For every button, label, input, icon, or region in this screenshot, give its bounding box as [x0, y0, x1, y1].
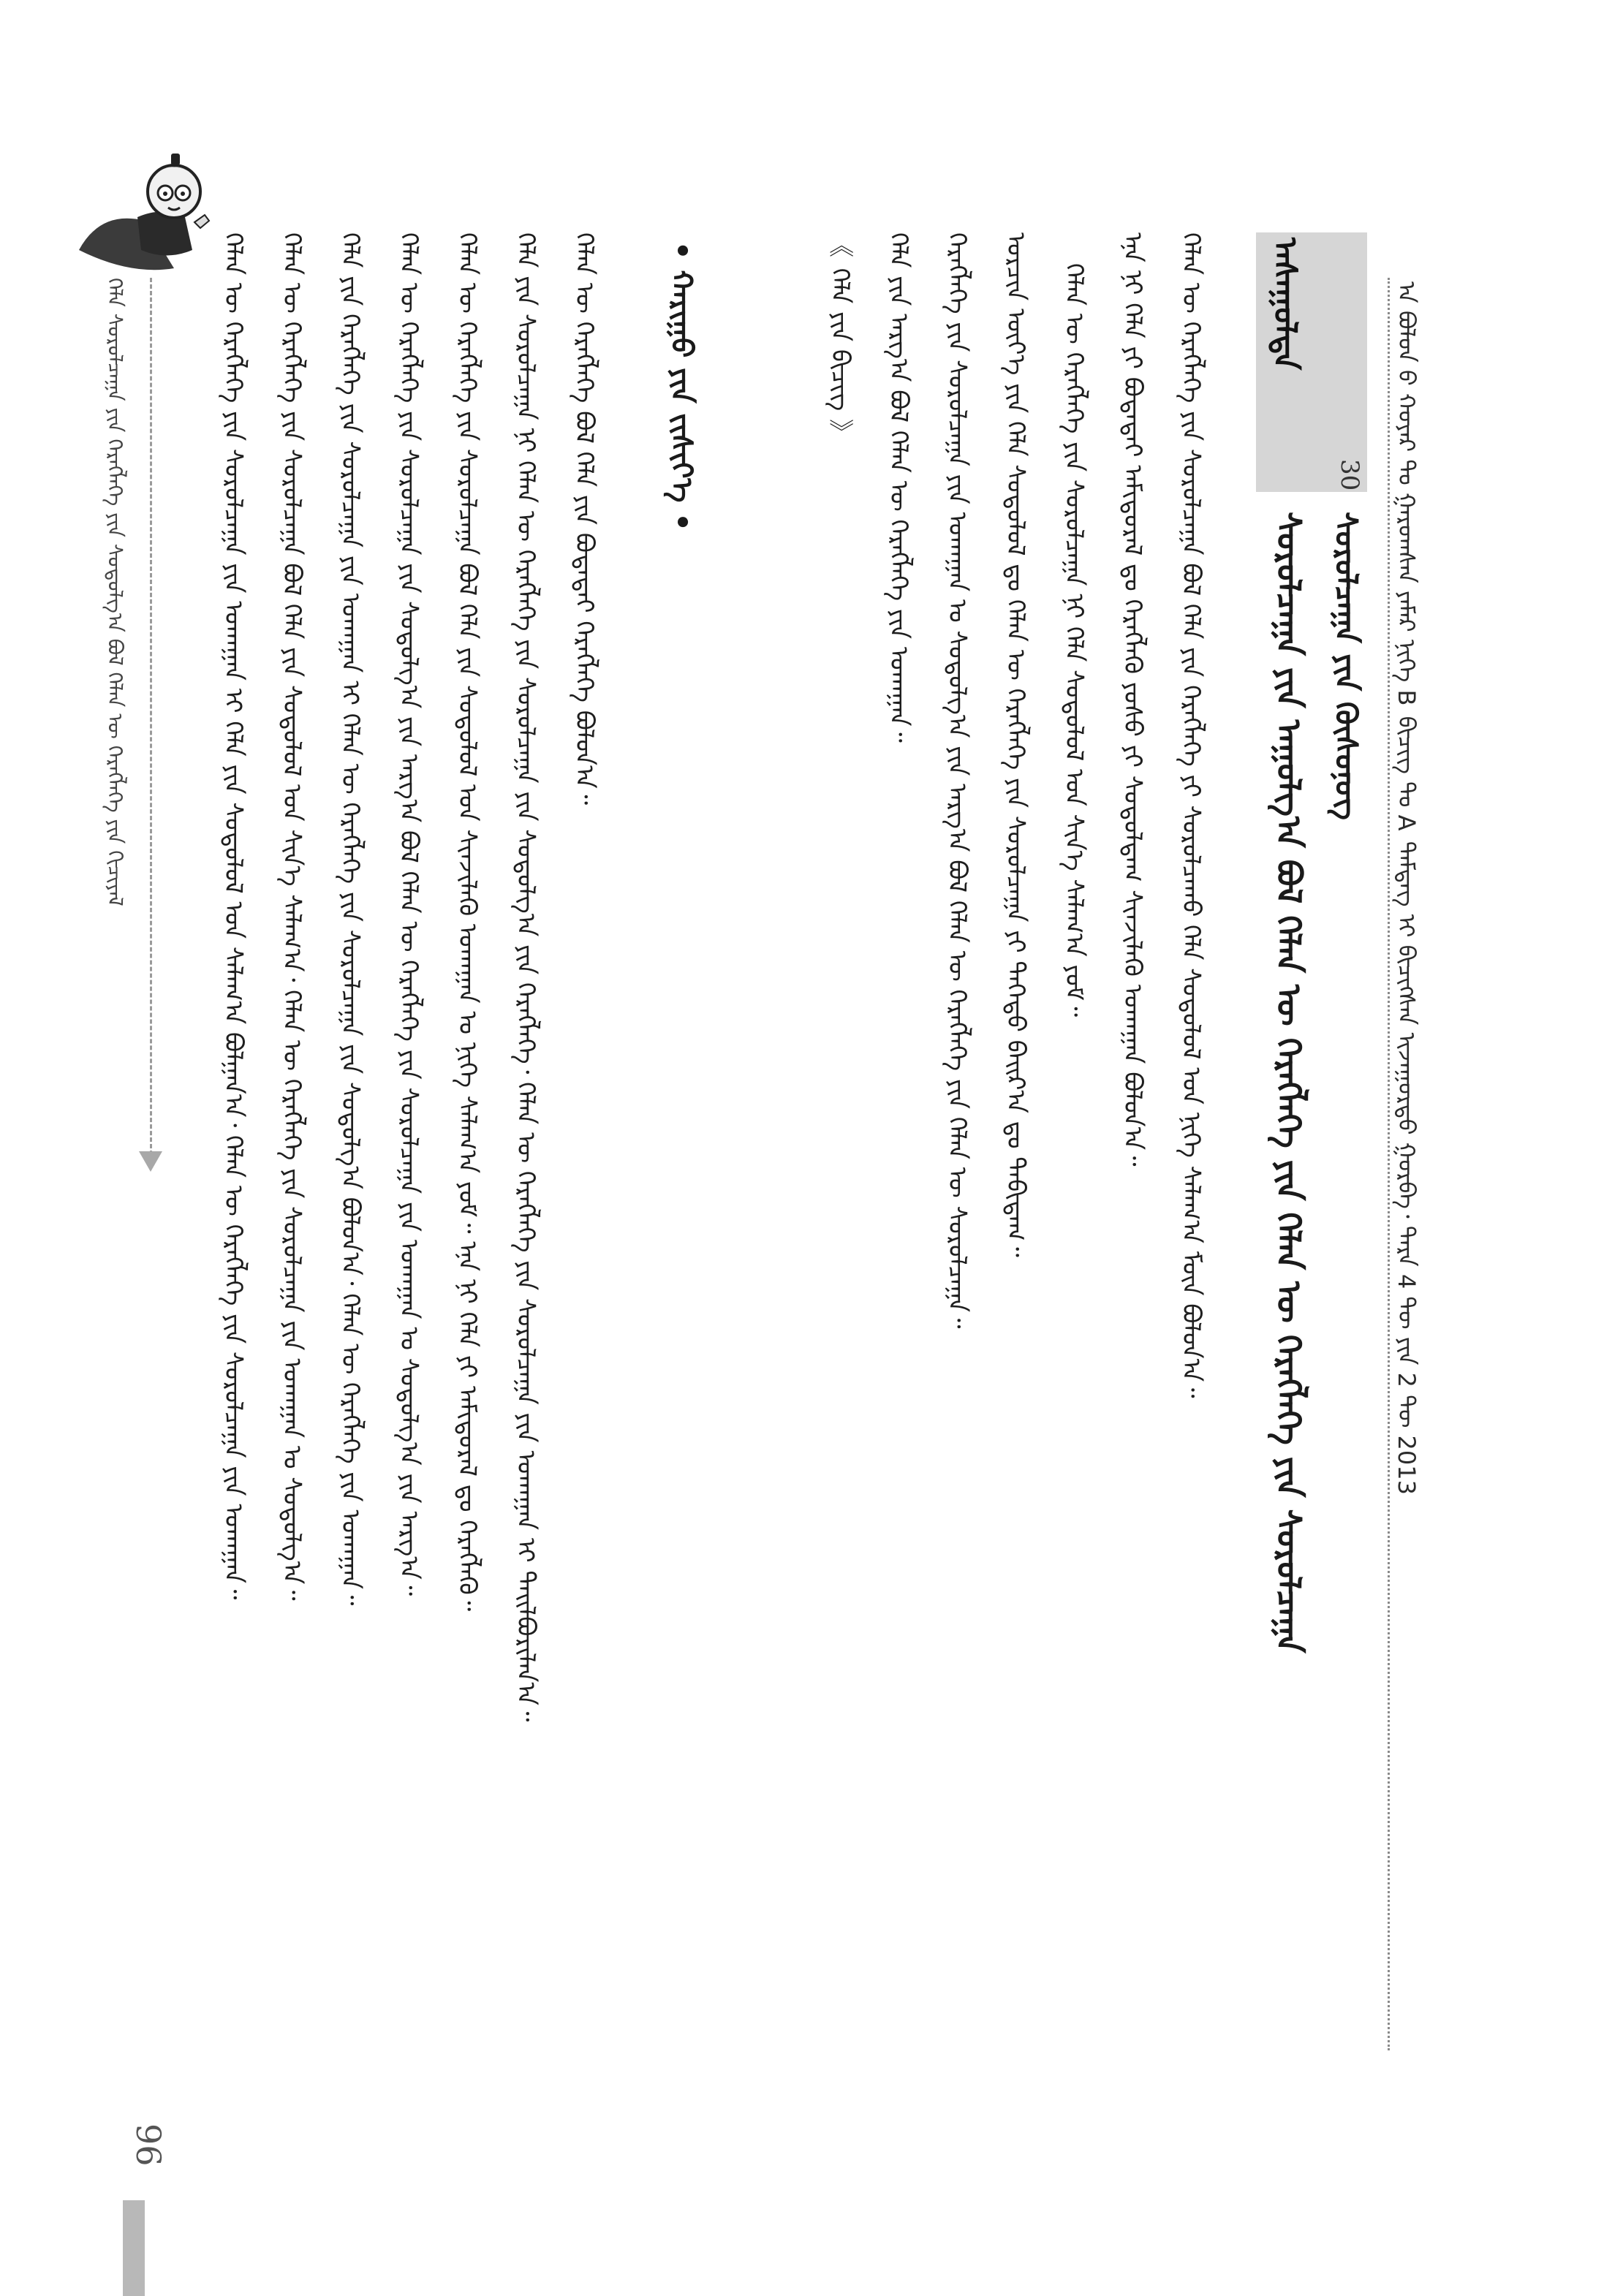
footer-dashed-rule: [150, 278, 152, 1155]
page-edge-bar: [123, 2200, 145, 2296]
intro-line-1: ᠬᠡᠯᠡᠨ ᠦ ᠬᠡᠷᠡᠭᠯᠡᠭᠡ ᠶᠢᠨ ᠰᠤᠷᠤᠯᠴᠠᠭᠠ ᠪᠣᠯ ᠬᠡᠯᠡ ᠶᠢᠨ ᠬᠡᠷᠡᠭᠯᠡᠭᠡ ᠶᠢ ᠰᠤᠷᠤᠯᠴᠠᠬᠤ ᠬᠡᠯᠡ ᠰᠤᠳᠤᠯᠤᠯ ᠤᠨ ᠨᠢᠭᠡ ᠰᠠᠯᠠᠭ᠎ᠠ ᠮᠥᠨ ᠪᠣᠯᠤᠨ᠎ᠠ᠃: [1176, 232, 1206, 1398]
cartoon-mascot-icon: [64, 140, 225, 279]
footer-note: ᠬᠡᠯᠡ ᠰᠤᠷᠤᠯᠴᠠᠭᠠ ᠶᠢᠨ ᠬᠡᠷᠡᠭᠯᠡᠭᠡ ᠶᠢᠨ ᠰᠤᠳᠤᠯᠭ᠎ᠠ ᠪᠣᠯ ᠬᠡᠯᠡᠨ ᠦ ᠬᠡᠷᠡᠭᠯᠡᠭᠡ ᠶᠢᠨ ᠬᠢᠴᠢᠶᠡᠯ: [103, 278, 127, 906]
citation: 《 ᠬᠡᠯᠡ ᠶᠢᠨ ᠪᠢᠴᠢᠭ 》: [825, 232, 855, 445]
section-title: • ᠬᠠᠷᠢᠭᠤ ᠶᠢᠨ ᠵᠢᠱᠢᠶ᠎ᠡ •: [665, 241, 698, 531]
question-label: ᠠᠰᠠᠭᠤᠯᠲᠠ: [1266, 238, 1304, 371]
question-number: 30: [1335, 459, 1364, 491]
running-header: ᠠ ᠪᠣᠯᠤᠨ ᠪ ᠬᠣᠶᠠᠷ ᠲᠤ ᠭᠠᠷᠤᠭᠰᠠᠨ ᠶᠠᠮᠠᠷ ᠨᠢᠭᠡ B ᠪᠢᠴᠢᠭ ᠲᠤ A ᠲᠡᠮᠳᠡᠭ ᠢ ᠪᠢᠴᠢᠭᠰᠡᠨ ᠢᠵᠠᠭᠤᠷᠲᠤ ᠭᠤᠷᠪᠠ᠂ ᠲᠡᠷᠡ 4 ᠲᠦ ᠶᠢᠨ 2 ᠲᠦ 2013: [1393, 281, 1420, 1495]
intro-line-4: ᠣᠷᠴᠢᠨ ᠦᠶ᠎ᠡ ᠶᠢᠨ ᠬᠡᠯᠡ ᠰᠤᠳᠤᠯᠤᠯ ᠳᠤ ᠬᠡᠯᠡᠨ ᠦ ᠬᠡᠷᠡᠭᠯᠡᠭᠡ ᠶᠢᠨ ᠰᠤᠷᠤᠯᠴᠠᠭᠠ ᠶᠢ ᠳᠡᠭᠡᠳᠦ ᠪᠠᠢᠷ᠎ᠠ ᠳᠤ ᠲᠠᠪᠢᠳᠠᠭ᠃: [1001, 232, 1030, 1257]
body-line-6: ᠬᠡᠯᠡᠨ ᠦ ᠬᠡᠷᠡᠭᠯᠡᠭᠡ ᠶᠢᠨ ᠰᠤᠷᠤᠯᠴᠠᠭᠠ ᠪᠣᠯ ᠬᠡᠯᠡ ᠶᠢᠨ ᠰᠤᠳᠤᠯᠤᠯ ᠤᠨ ᠰᠢᠨ᠎ᠡ ᠰᠠᠯᠠᠭ᠎ᠠ᠂ ᠬᠡᠯᠡᠨ ᠦ ᠬᠡᠷᠡᠭᠯᠡᠭᠡ ᠶᠢᠨ ᠰᠤᠷᠤᠯᠴᠠᠭᠠ ᠶᠢᠨ ᠤᠬᠠᠭᠠᠨ ᠤ ᠰᠤᠳᠤᠯᠭ᠎ᠠ᠃: [277, 232, 306, 1601]
body-line-3: ᠬᠡᠯᠡᠨ ᠦ ᠬᠡᠷᠡᠭᠯᠡᠭᠡ ᠶᠢᠨ ᠰᠤᠷᠤᠯᠴᠠᠭᠠ ᠪᠣᠯ ᠬᠡᠯᠡ ᠶᠢᠨ ᠰᠤᠳᠤᠯᠤᠯ ᠤᠨ ᠰᠢᠨᠵᠢᠯᠡᠬᠦ ᠤᠬᠠᠭᠠᠨ ᠤ ᠨᠢᠭᠡ ᠰᠠᠯᠠᠭ᠎ᠠ ᠶᠤᠮ᠃ ᠡᠨᠡ ᠨᠢ ᠬᠡᠯᠡ ᠶᠢ ᠠᠮᠢᠳᠤᠷᠠᠯ ᠳᠤ ᠬᠡᠷᠡᠭᠯᠡᠬᠦ᠃: [453, 232, 482, 1612]
question-title-line-2: ᠰᠤᠷᠤᠯᠴᠠᠭᠠ ᠶᠢᠨ ᠠᠭᠤᠯᠭ᠎ᠠ ᠪᠣᠯ ᠬᠡᠯᠡᠨ ᠦ ᠬᠡᠷᠡᠭᠯᠡᠭᠡ ᠶᠢᠨ ᠬᠡᠯᠡᠨ ᠦ ᠬᠡᠷᠡᠭᠯᠡᠭᠡ ᠶᠢᠨ ᠰᠤᠷᠤᠯᠴᠠᠭᠠ: [1269, 512, 1309, 1653]
intro-line-2: ᠡᠨᠡ ᠨᠢ ᠬᠡᠯᠡ ᠶᠢ ᠪᠣᠳᠠᠳᠠᠢ ᠠᠮᠢᠳᠤᠷᠠᠯ ᠳᠤ ᠬᠡᠷᠡᠭᠯᠡᠬᠦ ᠶᠣᠰᠤ ᠶᠢ ᠰᠤᠳᠤᠯᠳᠠᠭ ᠰᠢᠨᠵᠢᠯᠡᠬᠦ ᠤᠬᠠᠭᠠᠨ ᠪᠣᠯᠤᠨ᠎ᠠ᠃: [1118, 232, 1147, 1167]
intro-line-3: ᠬᠡᠯᠡᠨ ᠦ ᠬᠡᠷᠡᠭᠯᠡᠭᠡ ᠶᠢᠨ ᠰᠤᠷᠤᠯᠴᠠᠭᠠ ᠨᠢ ᠬᠡᠯᠡ ᠰᠤᠳᠤᠯᠤᠯ ᠤᠨ ᠰᠢᠨ᠎ᠡ ᠰᠠᠯᠠᠭ᠎ᠠ ᠶᠤᠮ᠃: [1059, 263, 1089, 1018]
question-title-line-1: ᠰᠤᠷᠤᠯᠴᠠᠭᠠ ᠶᠢᠨ ᠬᠦᠰᠦᠨᠦᠭ: [1328, 512, 1364, 820]
body-line-1: ᠬᠡᠯᠡᠨ ᠦ ᠬᠡᠷᠡᠭᠯᠡᠭᠡ ᠪᠣᠯ ᠬᠡᠯᠡ ᠶᠢᠨ ᠪᠣᠳᠠᠳᠠᠢ ᠬᠡᠷᠡᠭᠯᠡᠭᠡ ᠪᠣᠯᠤᠨ᠎ᠠ᠃: [570, 232, 599, 806]
page-number: 96: [129, 2123, 168, 2167]
footer-arrow-icon: [139, 1151, 162, 1172]
body-line-7: ᠬᠡᠯᠡᠨ ᠦ ᠬᠡᠷᠡᠭᠯᠡᠭᠡ ᠶᠢᠨ ᠰᠤᠷᠤᠯᠴᠠᠭᠠ ᠶᠢᠨ ᠤᠬᠠᠭᠠᠨ ᠢ ᠬᠡᠯᠡ ᠶᠢᠨ ᠰᠤᠳᠤᠯᠤᠯ ᠤᠨ ᠰᠠᠯᠠᠭ᠎ᠠ ᠪᠣᠯᠭᠠᠨ᠎ᠠ᠂ ᠬᠡᠯᠡᠨ ᠦ ᠬᠡᠷᠡᠭᠯᠡᠭᠡ ᠶᠢᠨ ᠰᠤᠷᠤᠯᠴᠠᠭᠠ ᠶᠢᠨ ᠤᠬᠠᠭᠠᠨ᠃: [219, 232, 248, 1600]
intro-line-5: ᠬᠡᠷᠡᠭᠯᠡᠭᠡ ᠶᠢᠨ ᠰᠤᠷᠤᠯᠴᠠᠭᠠ ᠶᠢᠨ ᠤᠬᠠᠭᠠᠨ ᠤ ᠰᠤᠳᠤᠯᠭ᠎ᠠ ᠶᠢᠨ ᠠᠷᠭ᠎ᠠ ᠪᠣᠯ ᠬᠡᠯᠡᠨ ᠦ ᠬᠡᠷᠡᠭᠯᠡᠭᠡ ᠶᠢᠨ ᠬᠡᠯᠡᠨ ᠦ ᠰᠤᠷᠤᠯᠴᠠᠭᠠ᠃: [942, 232, 972, 1329]
body-line-2: ᠬᠡᠯᠡ ᠶᠢᠨ ᠰᠤᠷᠤᠯᠴᠠᠭᠠ ᠨᠢ ᠬᠡᠯᠡᠨ ᠦ ᠬᠡᠷᠡᠭᠯᠡᠭᠡ ᠶᠢᠨ ᠰᠤᠷᠤᠯᠴᠠᠭᠠ ᠶᠢᠨ ᠰᠤᠳᠤᠯᠭ᠎ᠠ ᠶᠢᠨ ᠬᠡᠷᠡᠭᠯᠡᠭᠡ᠂ ᠬᠡᠯᠡᠨ ᠦ ᠬᠡᠷᠡᠭᠯᠡᠭᠡ ᠶᠢᠨ ᠰᠤᠷᠤᠯᠴᠠᠭᠠ ᠶᠢᠨ ᠤᠬᠠᠭᠠᠨ ᠢ ᠲᠠᠢᠯᠪᠤᠷᠢᠯᠠᠨ᠎ᠠ᠃: [511, 232, 540, 1722]
body-line-5: ᠬᠡᠯᠡ ᠶᠢᠨ ᠬᠡᠷᠡᠭᠯᠡᠭᠡ ᠶᠢᠨ ᠰᠤᠷᠤᠯᠴᠠᠭᠠ ᠶᠢᠨ ᠤᠬᠠᠭᠠᠨ ᠢ ᠬᠡᠯᠡᠨ ᠦ ᠬᠡᠷᠡᠭᠯᠡᠭᠡ ᠶᠢᠨ ᠰᠤᠷᠤᠯᠴᠠᠭᠠ ᠶᠢᠨ ᠰᠤᠳᠤᠯᠭ᠎ᠠ ᠪᠣᠯᠤᠨ᠎ᠠ᠂ ᠬᠡᠯᠡᠨ ᠦ ᠬᠡᠷᠡᠭᠯᠡᠭᠡ ᠶᠢᠨ ᠤᠬᠠᠭᠠᠨ᠃: [336, 232, 365, 1606]
body-line-4: ᠬᠡᠯᠡᠨ ᠦ ᠬᠡᠷᠡᠭᠯᠡᠭᠡ ᠶᠢᠨ ᠰᠤᠷᠤᠯᠴᠠᠭᠠ ᠶᠢᠨ ᠰᠤᠳᠤᠯᠭ᠎ᠠ ᠶᠢᠨ ᠠᠷᠭ᠎ᠠ ᠪᠣᠯ ᠬᠡᠯᠡᠨ ᠦ ᠬᠡᠷᠡᠭᠯᠡᠭᠡ ᠶᠢᠨ ᠰᠤᠷᠤᠯᠴᠠᠭᠠ ᠶᠢᠨ ᠤᠬᠠᠭᠠᠨ ᠤ ᠰᠤᠳᠤᠯᠭ᠎ᠠ ᠶᠢᠨ ᠠᠷᠭ᠎ᠠ᠃: [394, 232, 423, 1596]
intro-line-6: ᠬᠡᠯᠡ ᠶᠢᠨ ᠠᠷᠭ᠎ᠠ ᠪᠣᠯ ᠬᠡᠯᠡᠨ ᠦ ᠬᠡᠷᠡᠭᠯᠡᠭᠡ ᠶᠢᠨ ᠤᠬᠠᠭᠠᠨ᠃: [884, 232, 913, 743]
header-dotted-rule: [1388, 278, 1390, 2050]
